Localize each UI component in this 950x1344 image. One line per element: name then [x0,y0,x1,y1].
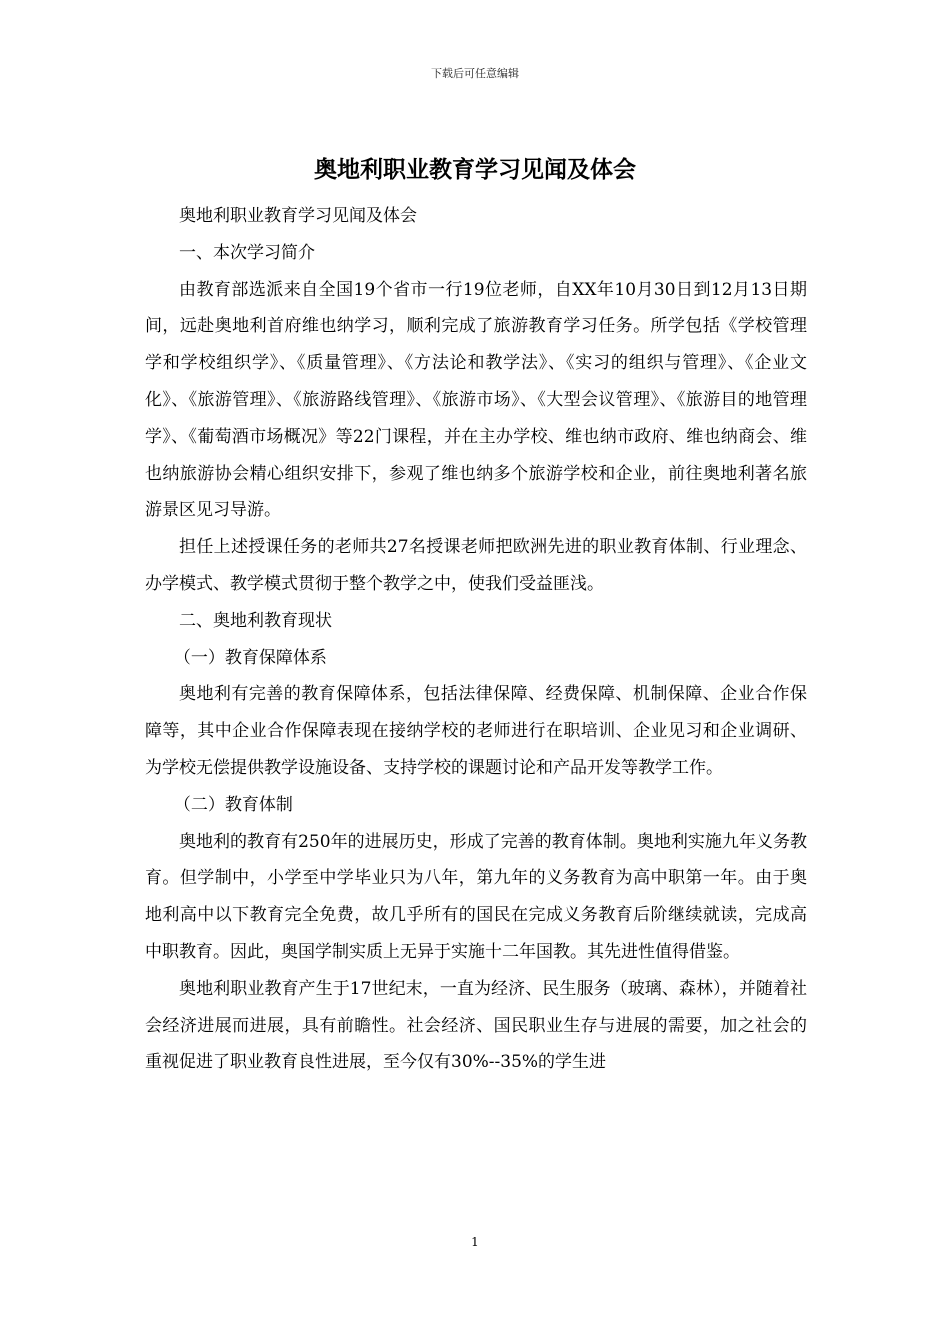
subtitle-paragraph: 奥地利职业教育学习见闻及体会 [179,206,417,226]
document-body [145,198,807,1081]
section-heading-2: 二、奥地利教育现状 [179,610,332,631]
section-heading-1: 一、本次学习简介 [179,242,315,263]
page-number: 1 [471,1235,479,1249]
body-paragraph: 由教育部选派来自全国19个省市一行19位老师，自XX年10月30日到12月13日期间，远赴奥地利首府维也纳学习，顺利完成了旅游教育学习任务。所学包括《学校管理学和学校组织学》、《质量管理》、《方法论和教学法》、《实习的组织与管理》、《企业文化》、《旅游管理》、《旅游路线管理》、《旅游市场》、《大型会议管理》、《旅游目的地管理学》、《葡萄酒市场概况》等22门课程，并在主办学校、维也纳市政府、维也纳商会、维也纳旅游协会精心组织安排下，参观了维也纳多个旅游学校和企业，前往奥地利著名旅游景区见习导游。 [145,279,807,521]
document-title: 奥地利职业教育学习见闻及体会 [314,157,636,183]
subsection-heading-1: （一）教育保障体系 [173,647,327,668]
body-paragraph: 担任上述授课任务的老师共27名授课老师把欧洲先进的职业教育体制、行业理念、办学模式、教学模式贯彻于整个教学之中，使我们受益匪浅。 [145,537,807,594]
header-note: 下载后可任意编辑 [431,67,519,80]
body-paragraph: 奥地利的教育有250年的进展历史，形成了完善的教育体制。奥地利实施九年义务教育。但学制中，小学至中学毕业只为八年，第九年的义务教育为高中职第一年。由于奥地利高中以下教育完全免费，故几乎所有的国民在完成义务教育后阶继续就读，完成高中职教育。因此，奥国学制实质上无异于实施十二年国教。其先进性值得借鉴。 [145,831,807,962]
subsection-heading-2: （二）教育体制 [173,794,293,815]
body-paragraph: 奥地利职业教育产生于17世纪末，一直为经济、民生服务（玻璃、森林），并随着社会经济进展而进展，具有前瞻性。社会经济、国民职业生存与进展的需要，加之社会的重视促进了职业教育良性进展，至今仅有30%--35%的学生进 [145,978,807,1073]
body-paragraph: 奥地利有完善的教育保障体系，包括法律保障、经费保障、机制保障、企业合作保障等，其中企业合作保障表现在接纳学校的老师进行在职培训、企业见习和企业调研、为学校无偿提供教学设施设备、支持学校的课题讨论和产品开发等教学工作。 [145,684,807,778]
